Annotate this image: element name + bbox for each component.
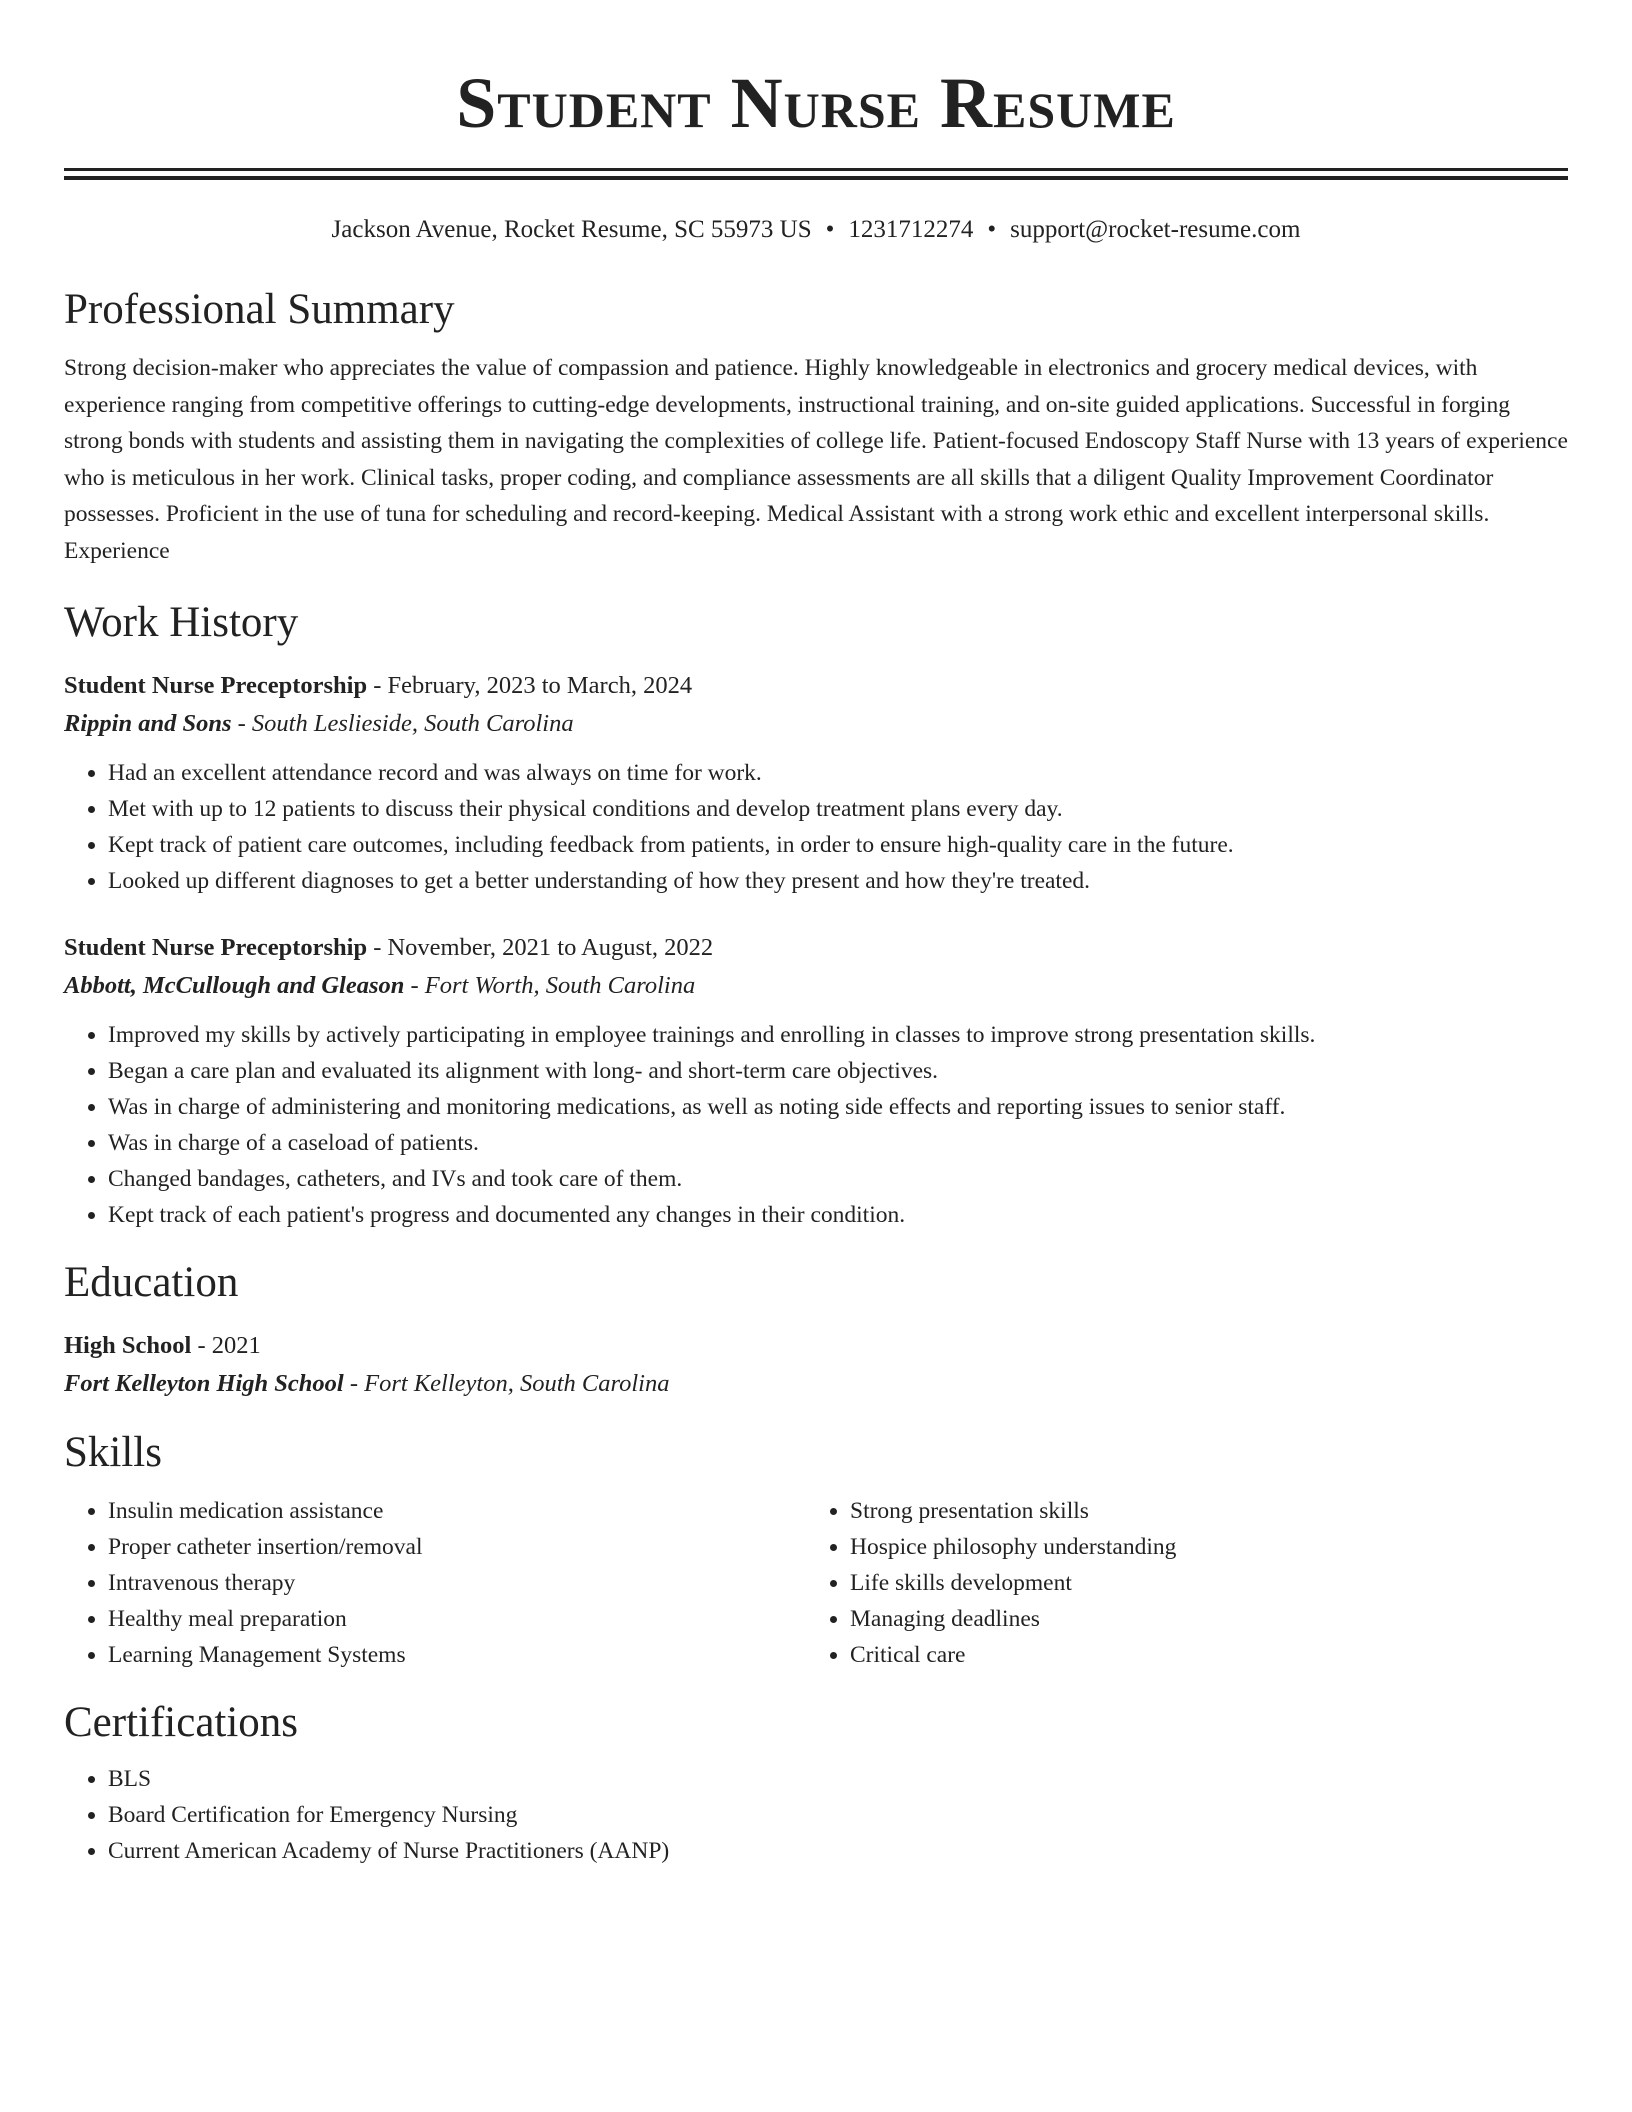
certification-item: • BLS [108, 1761, 1568, 1797]
education-year: - 2021 [191, 1332, 261, 1359]
certification-item: • Board Certification for Emergency Nursing [108, 1797, 1568, 1833]
education-degree: High School [64, 1332, 192, 1359]
job-bullet: • Kept track of patient care outcomes, including feedback from patients, in order to ensure high-quality care in the future. [108, 827, 1568, 863]
job-bullet: • Changed bandages, catheters, and IVs and took care of them. [108, 1161, 1568, 1197]
job-bullet: • Kept track of each patient's progress and documented any changes in their condition. [108, 1197, 1568, 1233]
skill-item: • Proper catheter insertion/removal [108, 1529, 806, 1565]
job-title-line [64, 929, 1568, 967]
job-bullet: • Looked up different diagnoses to get a better understanding of how they present and how they're treated. [108, 863, 1568, 899]
skills-column-right [806, 1493, 1548, 1673]
contact-phone: 1231712274 [848, 216, 974, 243]
education-school-line [64, 1365, 1568, 1403]
job-bullet: • Had an excellent attendance record and was always on time for work. [108, 755, 1568, 791]
contact-line [64, 214, 1568, 246]
skill-item: • Strong presentation skills [850, 1493, 1548, 1529]
section-heading-summary: Professional Summary [64, 286, 455, 333]
job-title: Student Nurse Preceptorship [64, 672, 368, 699]
job-bullet: • Met with up to 12 patients to discuss their physical conditions and develop treatment plans every day. [108, 791, 1568, 827]
skill-item: • Life skills development [850, 1565, 1548, 1601]
contact-separator: • [987, 216, 997, 243]
skill-item: • Insulin medication assistance [108, 1493, 806, 1529]
summary-text: Strong decision-maker who appreciates the value of compassion and patience. Highly knowledgeable in electronics and grocery medical devices, with experience ranging from competitive offerings to cutting-edge developments, instructional training, and on-site guided applications. Successful in forging strong bonds with students and assisting them in navigating the complexities of college life. Patient-focused Endoscopy Staff Nurse with 13 years of experience who is meticulous in her work. Clinical tasks, proper coding, and compliance assessments are all skills that a diligent Quality Improvement Coordinator possesses. Proficient in the use of tuna for scheduling and record-keeping. Medical Assistant with a strong work ethic and excellent interpersonal skills. Experience [64, 355, 1568, 564]
job-dates: - November, 2021 to August, 2022 [367, 934, 714, 961]
job-location: - South Leslieside, South Carolina [231, 710, 574, 737]
job-title: Student Nurse Preceptorship [64, 934, 368, 961]
certifications-list [64, 1761, 1568, 1869]
skill-item: • Managing deadlines [850, 1601, 1548, 1637]
skills-column-left [64, 1493, 806, 1673]
job-entry [64, 667, 1568, 899]
skill-item: • Critical care [850, 1637, 1548, 1673]
title-divider-thin [64, 176, 1568, 180]
job-bullet: • Was in charge of administering and monitoring medications, as well as noting side effects and reporting issues to senior staff. [108, 1089, 1568, 1125]
education-degree-line [64, 1327, 1568, 1365]
skill-item: • Intravenous therapy [108, 1565, 806, 1601]
section-heading-certifications: Certifications [64, 1699, 299, 1746]
skill-item: • Hospice philosophy understanding [850, 1529, 1548, 1565]
job-bullets [64, 755, 1568, 899]
skills-list [64, 1493, 1568, 1673]
job-company-line [64, 967, 1568, 1005]
skill-item: • Healthy meal preparation [108, 1601, 806, 1637]
job-dates: - February, 2023 to March, 2024 [367, 672, 693, 699]
job-company: Abbott, McCullough and Gleason [64, 972, 405, 999]
job-company-line [64, 705, 1568, 743]
job-title-line [64, 667, 1568, 705]
resume-page [64, 0, 1568, 1869]
job-bullet: • Began a care plan and evaluated its alignment with long- and short-term care objectives. [108, 1053, 1568, 1089]
section-heading-work-history: Work History [64, 599, 299, 646]
education-entry [64, 1327, 1568, 1403]
job-location: - Fort Worth, South Carolina [404, 972, 696, 999]
education-school: Fort Kelleyton High School [64, 1370, 344, 1397]
certification-item: • Current American Academy of Nurse Practitioners (AANP) [108, 1833, 1568, 1869]
job-bullet: • Improved my skills by actively participating in employee trainings and enrolling in classes to improve strong presentation skills. [108, 1017, 1568, 1053]
contact-email: support@rocket-resume.com [1010, 216, 1301, 243]
title-divider-thick [64, 168, 1568, 171]
education-location: - Fort Kelleyton, South Carolina [343, 1370, 670, 1397]
section-heading-skills: Skills [64, 1429, 162, 1476]
job-bullets [64, 1017, 1568, 1233]
job-company: Rippin and Sons [64, 710, 232, 737]
skill-item: • Learning Management Systems [108, 1637, 806, 1673]
contact-separator: • [825, 216, 835, 243]
section-heading-education: Education [64, 1259, 239, 1306]
job-entry [64, 929, 1568, 1233]
resume-title: Student Nurse Resume [456, 63, 1176, 143]
job-bullet: • Was in charge of a caseload of patients. [108, 1125, 1568, 1161]
contact-address: Jackson Avenue, Rocket Resume, SC 55973 US [331, 216, 812, 243]
